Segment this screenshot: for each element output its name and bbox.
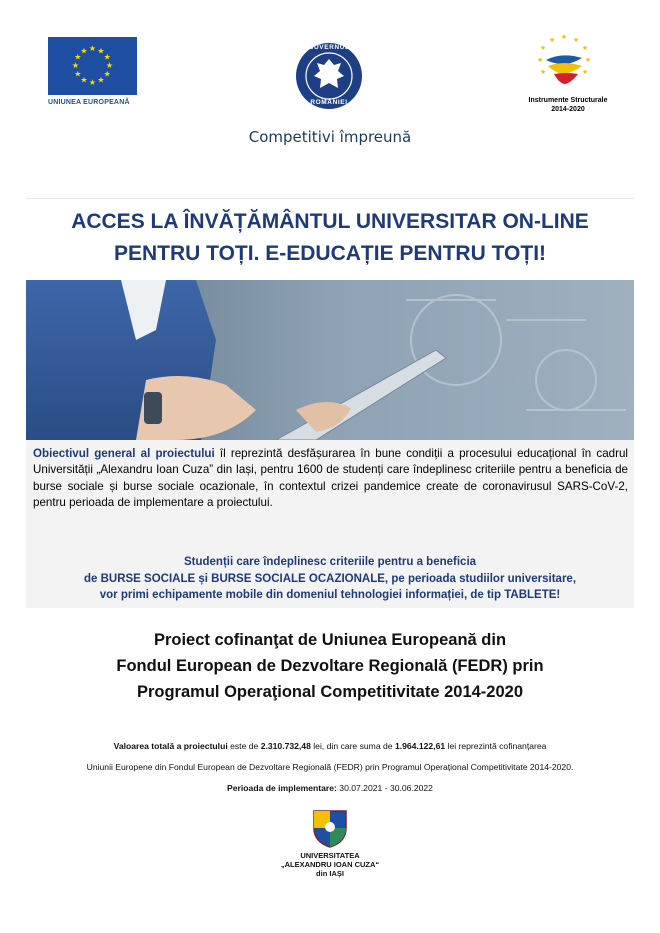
period-line — [0, 778, 660, 799]
value-line1 — [0, 736, 660, 757]
value-cofin: 1.964.122,61 — [394, 741, 446, 751]
project-cofinancing-heading — [0, 627, 660, 705]
svg-text:★: ★ — [584, 56, 592, 64]
university-name — [200, 851, 460, 878]
uni-line3: din IAȘI — [316, 869, 344, 878]
tablet-highlight — [26, 554, 634, 604]
tagline: Competitivi împreună — [248, 128, 412, 146]
svg-text:★: ★ — [581, 44, 589, 52]
gov-seal-text-bottom: ROMÂNIEI — [310, 99, 348, 106]
project-line1: Proiect cofinanţat de Uniunea Europeană din — [153, 631, 507, 649]
svg-text:★: ★ — [539, 68, 547, 76]
project-objective-paragraph — [33, 446, 628, 512]
svg-text:★: ★ — [74, 52, 82, 62]
svg-text:★: ★ — [581, 68, 589, 76]
svg-text:★: ★ — [71, 61, 80, 70]
value-total: 2.310.732,48 — [260, 741, 311, 751]
government-seal-logo — [294, 41, 364, 111]
svg-text:★: ★ — [97, 46, 105, 56]
eu-flag-logo — [48, 37, 137, 95]
uni-line2: „ALEXANDRU IOAN CUZA“ — [280, 860, 380, 869]
period-label: Perioada de implementare: — [227, 783, 337, 793]
svg-text:★: ★ — [74, 69, 82, 79]
page-title — [26, 206, 634, 270]
value-mid1: este de — [227, 741, 261, 751]
svg-text:★: ★ — [539, 44, 547, 52]
value-label: Valoarea totală a proiectului — [113, 741, 228, 751]
svg-text:★: ★ — [103, 69, 111, 79]
svg-text:★: ★ — [536, 56, 544, 64]
value-line2: Uniunii Europene din Fondul European de Dezvoltare Regională (FEDR) prin Programul Operațional Competitivitate 2014-2020. — [86, 762, 574, 772]
svg-text:★: ★ — [88, 78, 97, 87]
project-line3: Programul Operaţional Competitivitate 2014-2020 — [136, 683, 524, 701]
university-crest-logo — [311, 808, 349, 848]
value-mid2: lei, din care suma de — [310, 741, 395, 751]
svg-text:★: ★ — [560, 33, 568, 41]
svg-text:★: ★ — [97, 75, 105, 85]
highlight-line3: vor primi echipamente mobile din domeniul tehnologiei informației, de tip TABLETE! — [99, 589, 561, 601]
svg-text:★: ★ — [105, 61, 114, 70]
is-caption-line1: Instrumente Structurale — [528, 97, 608, 104]
svg-text:★: ★ — [88, 44, 97, 53]
structural-instruments-logo — [532, 30, 596, 94]
period-value: 30.07.2021 - 30.06.2022 — [336, 783, 433, 793]
hero-image — [26, 280, 634, 440]
svg-text:★: ★ — [103, 52, 111, 62]
svg-text:★: ★ — [572, 36, 580, 44]
svg-text:★: ★ — [80, 46, 88, 56]
title-line2: PENTRU TOȚI. E-EDUCAȚIE PENTRU TOȚI! — [113, 242, 547, 265]
highlight-line2: de BURSE SOCIALE și BURSE SOCIALE OCAZIONALE, pe perioada studiilor universitare, — [83, 572, 577, 585]
project-line2: Fondul European de Dezvoltare Regională (FEDR) prin — [116, 657, 544, 675]
title-line1: ACCES LA ÎNVĂȚĂMÂNTUL UNIVERSITAR ON-LINE — [71, 210, 589, 233]
project-value-block — [0, 736, 660, 799]
uni-line1: UNIVERSITATEA — [300, 851, 360, 860]
objective-text: îl reprezintă desfășurarea în bune condiții a procesului educațional în cadrul Universității „Alexandru Ioan Cuza” din Iași, pentru 1600 de studenți care îndeplinesc criteriile pentru a beneficia de burse sociale și burse sociale ocazionale, în contextul crizei pandemice create de coronavirusul SARS-CoV-2, pentru perioada de implementare a proiectului. — [33, 447, 628, 510]
gov-seal-text-top: GUVERNUL — [308, 44, 350, 51]
value-mid3: lei reprezintă cofinanțarea — [445, 741, 547, 751]
highlight-line1: Studenții care îndeplinesc criteriile pentru a beneficia — [183, 556, 477, 568]
eu-stars-icon — [48, 37, 137, 95]
svg-text:★: ★ — [80, 75, 88, 85]
structural-instruments-caption — [508, 96, 628, 114]
eu-caption: UNIUNEA EUROPEANĂ — [48, 99, 130, 106]
objective-lead: Obiectivul general al proiectului — [33, 447, 215, 460]
svg-text:★: ★ — [548, 36, 556, 44]
is-caption-line2: 2014-2020 — [551, 106, 585, 113]
